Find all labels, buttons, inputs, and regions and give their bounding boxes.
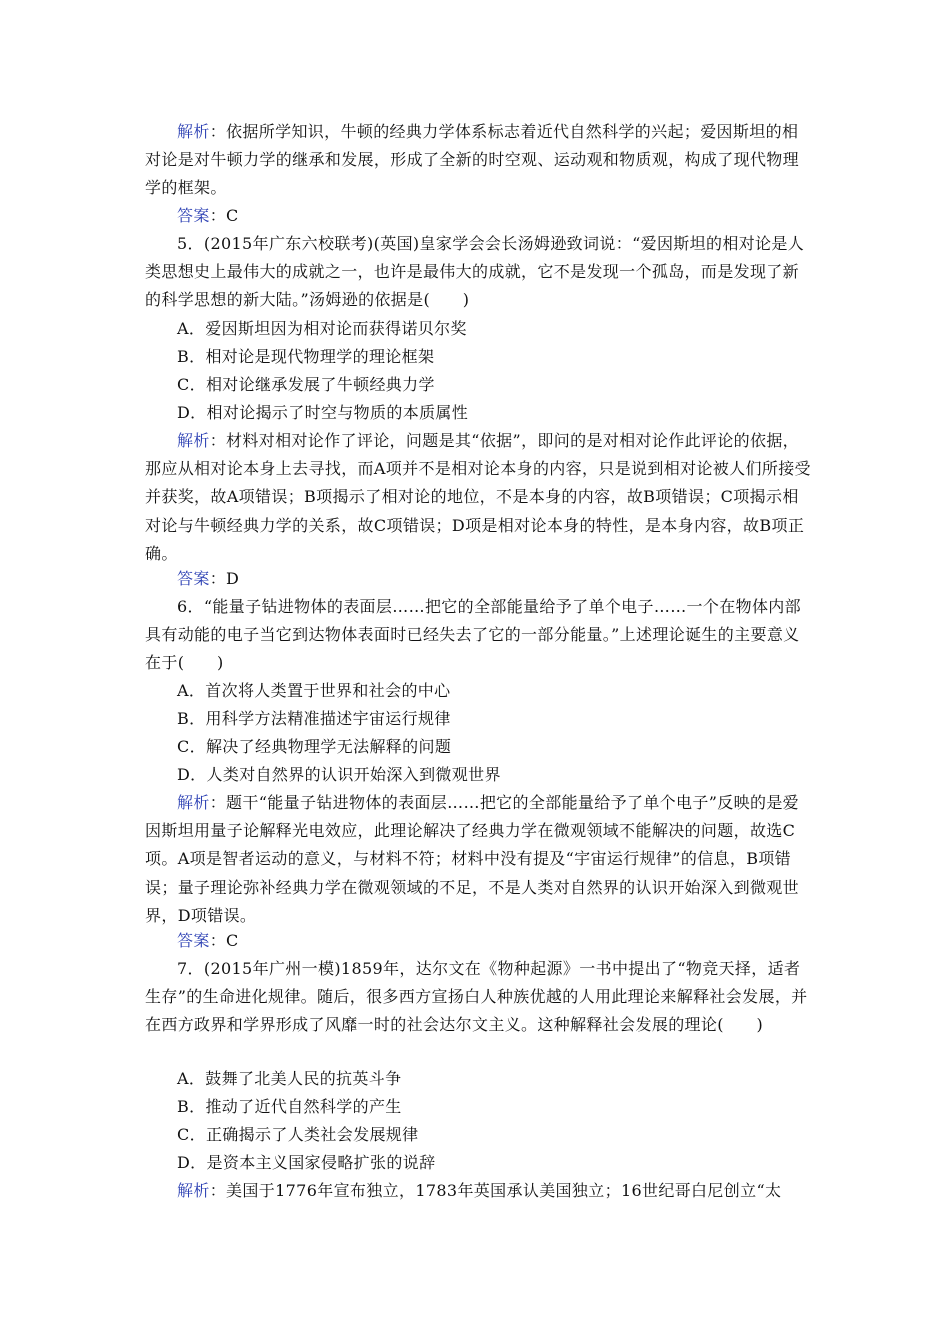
question-5-option-c: C．相对论继承发展了牛顿经典力学 [177,375,435,394]
question-5-option-d: D．相对论揭示了时空与物质的本质属性 [177,403,469,422]
answer-label: 答案 [177,569,210,588]
question-7-stem: 7．(2015年广州一模)1859年，达尔文在《物种起源》一书中提出了“物竞天择，适者生存”的生命进化规律。随后，很多西方宣扬白人种族优越的人用此理论来解释社会发展，并在西方政界和学界形成了风靡一时的社会达尔文主义。这种解释社会发展的理论( ) [145,959,808,1035]
analysis-label: 解析 [177,122,210,141]
analysis-label: 解析 [177,1181,210,1200]
analysis-text: ：依据所学知识，牛顿的经典力学体系标志着近代自然科学的兴起；爱因斯坦的相对论是对牛顿力学的继承和发展，形成了全新的时空观、运动观和物质观，构成了现代物理学的框架。 [145,122,800,198]
question-6-option-b: B．用科学方法精准描述宇宙运行规律 [177,709,451,728]
question-6-option-a: A．首次将人类置于世界和社会的中心 [177,681,451,700]
question-5-stem: 5．(2015年广东六校联考)(英国)皇家学会会长汤姆逊致词说：“爱因斯坦的相对论是人类思想史上最伟大的成就之一，也许是最伟大的成就，它不是发现一个孤岛，而是发现了新的科学思想的新大陆。”汤姆逊的依据是( ) [145,234,805,310]
answer-line-q5 [145,565,811,593]
answer-label: 答案 [177,931,210,950]
analysis-paragraph-q7 [145,1177,811,1205]
question-7-option-a: A．鼓舞了北美人民的抗英斗争 [177,1069,402,1088]
question-6-option-d: D．人类对自然界的认识开始深入到微观世界 [177,765,501,784]
question-6-option-c: C．解决了经典物理学无法解释的问题 [177,737,452,756]
question-6-stem: 6．“能量子钻进物体的表面层……把它的全部能量给予了单个电子……一个在物体内部具有动能的电子当它到达物体表面时已经失去了它的一部分能量。”上述理论诞生的主要意义在于( ) [145,597,802,673]
answer-label: 答案 [177,206,210,225]
answer-line-intro [145,202,811,230]
answer-text: ：C [209,206,239,225]
analysis-paragraph-intro [145,118,811,203]
answer-line-q6 [145,927,811,955]
question-5-option-b: B．相对论是现代物理学的理论框架 [177,347,435,366]
analysis-paragraph-q5 [145,427,811,568]
question-7-option-b: B．推动了近代自然科学的产生 [177,1097,402,1116]
analysis-text: ：材料对相对论作了评论，问题是其“依据”，即问的是对相对论作此评论的依据，那应从相对论本身上去寻找，而A项并不是相对论本身的内容，只是说到相对论被人们所接受并获奖，故A项错误；B项揭示了相对论的地位，不是本身的内容，故B项错误；C项揭示相对论与牛顿经典力学的关系，故C项错误；D项是相对论本身的特性，是本身内容，故B项正确。 [145,431,811,563]
answer-text: ：D [209,569,240,588]
answer-text: ：C [209,931,239,950]
analysis-label: 解析 [177,793,210,812]
question-7-option-c: C．正确揭示了人类社会发展规律 [177,1125,419,1144]
analysis-text: ：题干“能量子钻进物体的表面层……把它的全部能量给予了单个电子”反映的是爱因斯坦用量子论解释光电效应，此理论解决了经典力学在微观领域不能解决的问题，故选C项。A项是智者运动的意义，与材料不符；材料中没有提及“宇宙运行规律”的信息，B项错误；量子理论弥补经典力学在微观领域的不足，不是人类对自然界的认识开始深入到微观世界，D项错误。 [145,793,800,925]
question-5-option-a: A．爱因斯坦因为相对论而获得诺贝尔奖 [177,319,467,338]
analysis-paragraph-q6 [145,789,811,930]
analysis-label: 解析 [177,431,210,450]
analysis-text: ：美国于1776年宣布独立，1783年英国承认美国独立；16世纪哥白尼创立“太 [209,1181,782,1200]
question-7-option-d: D．是资本主义国家侵略扩张的说辞 [177,1153,436,1172]
